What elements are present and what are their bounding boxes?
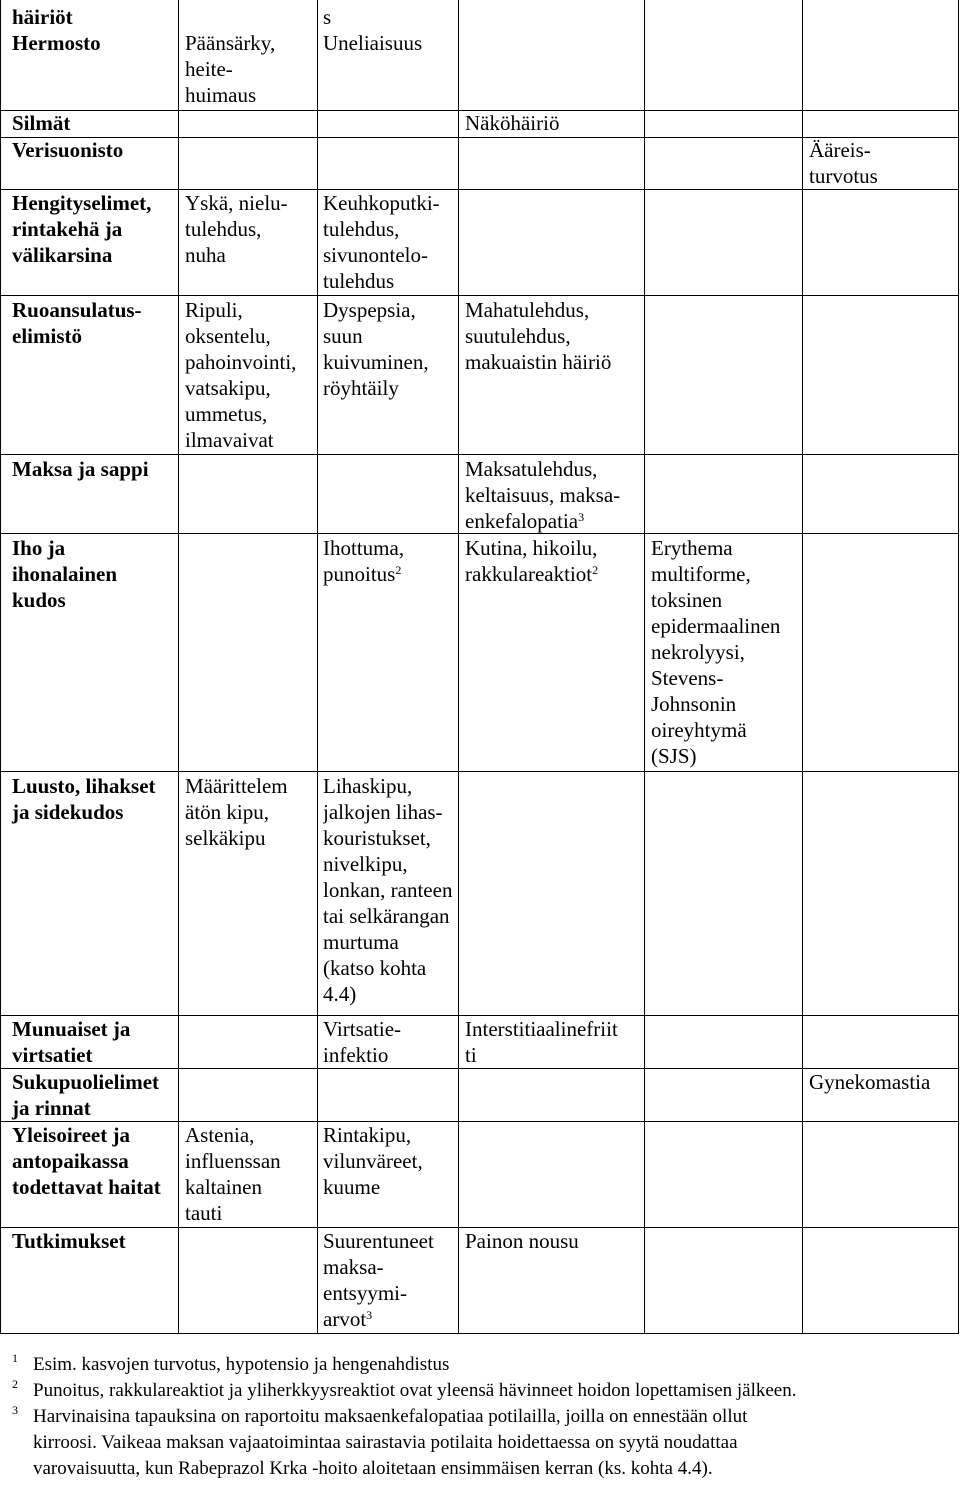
row-divider bbox=[0, 771, 959, 772]
very-rare-effect-cell: Erythema multiforme, toksinen epidermaalinen nekrolyysi, Stevens- Johnsonin oireyhtymä (SJS) bbox=[651, 536, 781, 768]
footnotes bbox=[0, 1352, 960, 1482]
table-border-bottom bbox=[0, 1333, 959, 1334]
footnote-3: 3 Harvinaisina tapauksina on raportoitu maksaenkefalopatiaa potilailla, joilla on ennestään ollut kirroosi. Vaikeaa maksan vajaatoimintaa sairastavia potilaita hoidettaessa on syytä noudattaa varovaisuutta, kun Rabeprazol Krka -hoito aloitetaan ensimmäisen kerran (ks. kohta 4.4). bbox=[12, 1403, 748, 1479]
organ-class-cell: Ruoansulatus- elimistö bbox=[12, 298, 142, 348]
uncommon-effect-cell: Uneliaisuus bbox=[323, 31, 423, 55]
common-effect-cell: Ripuli, oksentelu, pahoinvointi, vatsakipu, ummetus, ilmavaivat bbox=[185, 298, 297, 452]
table-border-left bbox=[0, 0, 1, 1334]
organ-class-cell: Verisuonisto bbox=[12, 138, 124, 162]
organ-class-cell: Hengityselimet, rintakehä ja välikarsina bbox=[12, 191, 152, 267]
rare-effect-cell: Painon nousu bbox=[465, 1229, 579, 1253]
column-divider bbox=[178, 0, 179, 1334]
unknown-frequency-cell: Gynekomastia bbox=[809, 1070, 931, 1094]
uncommon-effect-cell: Virtsatie- infektio bbox=[323, 1017, 402, 1067]
column-divider bbox=[317, 0, 318, 1334]
organ-class-cell: Sukupuolielimet ja rinnat bbox=[12, 1070, 160, 1120]
common-effect-cell: Yskä, nielu- tulehdus, nuha bbox=[185, 191, 288, 267]
rare-effect-cell: Näköhäiriö bbox=[465, 111, 560, 135]
uncommon-effect-cell: Dyspepsia, suun kuivuminen, röyhtäily bbox=[323, 298, 429, 400]
organ-class-cell: Iho ja ihonalainen kudos bbox=[12, 536, 118, 612]
rare-effect-cell: Mahatulehdus, suutulehdus, makuaistin häiriö bbox=[465, 298, 612, 374]
organ-class-cell: häiriöt bbox=[12, 5, 73, 29]
rare-effect-cell: Maksatulehdus, keltaisuus, maksa- enkefalopatia$^3$ bbox=[465, 457, 621, 533]
organ-class-cell: Luusto, lihakset ja sidekudos bbox=[12, 774, 156, 824]
common-effect-cell: Määrittelem ätön kipu, selkäkipu bbox=[185, 774, 288, 850]
row-divider bbox=[0, 454, 959, 455]
organ-class-cell: Yleisoireet ja antopaikassa todettavat haitat bbox=[12, 1123, 161, 1199]
organ-class-cell: Maksa ja sappi bbox=[12, 457, 149, 481]
unknown-frequency-cell: Ääreis- turvotus bbox=[809, 138, 878, 188]
organ-class-cell: Tutkimukset bbox=[12, 1229, 126, 1253]
uncommon-effect-cell: Rintakipu, vilunväreet, kuume bbox=[323, 1123, 423, 1199]
uncommon-effect-cell: Keuhkoputki- tulehdus, sivunontelo- tulehdus bbox=[323, 191, 440, 293]
column-divider bbox=[644, 0, 645, 1334]
uncommon-effect-cell: Suurentuneet maksa- entsyymi- arvot$^3$ bbox=[323, 1229, 434, 1331]
organ-class-cell: Silmät bbox=[12, 111, 71, 135]
frequency-cell: s bbox=[323, 5, 332, 29]
table-border-right bbox=[958, 0, 959, 1334]
uncommon-effect-cell: Ihottuma, punoitus$^2$ bbox=[323, 536, 405, 586]
common-effect-cell: Astenia, influenssan kaltainen tauti bbox=[185, 1123, 281, 1225]
rare-effect-cell: Interstitiaalinefriit ti bbox=[465, 1017, 618, 1067]
uncommon-effect-cell: Lihaskipu, jalkojen lihas- kouristukset, nivelkipu, lonkan, ranteen tai selkärangan murtuma (katso kohta 4.4) bbox=[323, 774, 453, 1006]
common-effect-cell: Päänsärky, heite- huimaus bbox=[185, 31, 276, 107]
column-divider bbox=[802, 0, 803, 1334]
footnote-2: 2 Punoitus, rakkulareaktiot ja yliherkkyysreaktiot ovat yleensä hävinneet hoidon lopettamisen jälkeen. bbox=[12, 1377, 797, 1401]
row-divider bbox=[0, 295, 959, 296]
column-divider bbox=[458, 0, 459, 1334]
organ-class-cell: Hermosto bbox=[12, 31, 101, 55]
footnote-1: 1 Esim. kasvojen turvotus, hypotensio ja hengenahdistus bbox=[12, 1351, 450, 1375]
organ-class-cell: Munuaiset ja virtsatiet bbox=[12, 1017, 131, 1067]
rare-effect-cell: Kutina, hikoilu, rakkulareaktiot$^2$ bbox=[465, 536, 599, 586]
